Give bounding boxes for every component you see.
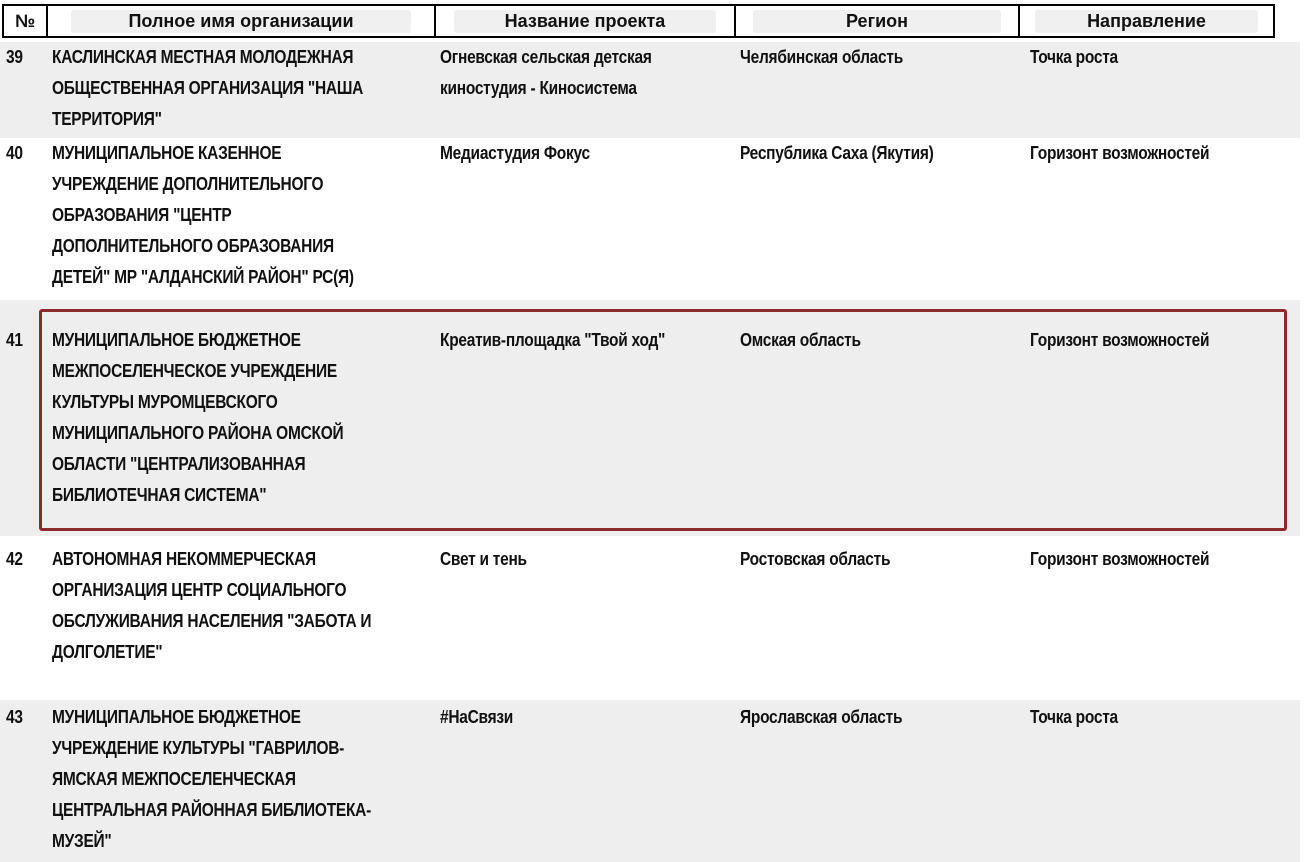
row-direction: Горизонт возможностей [1030,143,1210,163]
row-num: 42 [6,549,23,569]
row-num: 40 [6,143,23,163]
header-org: Полное имя организации [48,6,436,36]
header-project: Название проекта [436,6,736,36]
header-direction: Направление [1020,6,1273,36]
row-org: МУНИЦИПАЛЬНОЕ КАЗЕННОЕ УЧРЕЖДЕНИЕ ДОПОЛНИТЕЛЬНОГО ОБРАЗОВАНИЯ "ЦЕНТР ДОПОЛНИТЕЛЬНОГО ОБРАЗОВАНИЯ ДЕТЕЙ" МР "АЛДАНСКИЙ РАЙОН" РС(Я) [52,143,354,287]
row-region: Омская область [740,330,861,350]
row-region: Ярославская область [740,707,903,727]
row-project: #НаСвязи [440,707,514,727]
row-org: АВТОНОМНАЯ НЕКОММЕРЧЕСКАЯ ОРГАНИЗАЦИЯ ЦЕНТР СОЦИАЛЬНОГО ОБСЛУЖИВАНИЯ НАСЕЛЕНИЯ "ЗАБОТА И ДОЛГОЛЕТИЕ" [52,549,372,662]
table-row [0,138,1300,300]
row-project: Свет и тень [440,549,527,569]
row-num: 41 [6,330,23,350]
header-num: № [4,6,48,36]
header-region: Регион [736,6,1020,36]
row-direction: Точка роста [1030,707,1118,727]
table-row [0,544,1300,684]
table-row [0,42,1300,138]
row-num: 39 [6,47,23,67]
row-region: Челябинская область [740,47,903,67]
row-project: Огневская сельская детская киностудия - Киносистема [440,47,652,98]
row-project: Креатив-площадка "Твой ход" [440,330,666,350]
table-row [0,300,1300,536]
row-direction: Горизонт возможностей [1030,330,1210,350]
row-direction: Горизонт возможностей [1030,549,1210,569]
row-org: МУНИЦИПАЛЬНОЕ БЮДЖЕТНОЕ УЧРЕЖДЕНИЕ КУЛЬТУРЫ "ГАВРИЛОВ- ЯМСКАЯ МЕЖПОСЕЛЕНЧЕСКАЯ ЦЕНТРАЛЬНАЯ РАЙОННАЯ БИБЛИОТЕКА- МУЗЕЙ" [52,707,371,851]
row-num: 43 [6,707,23,727]
row-org: МУНИЦИПАЛЬНОЕ БЮДЖЕТНОЕ МЕЖПОСЕЛЕНЧЕСКОЕ УЧРЕЖДЕНИЕ КУЛЬТУРЫ МУРОМЦЕВСКОГО МУНИЦИПАЛЬНОГО РАЙОНА ОМСКОЙ ОБЛАСТИ "ЦЕНТРАЛИЗОВАННАЯ БИБЛИОТЕЧНАЯ СИСТЕМА" [52,330,344,505]
table-header [2,4,1275,38]
row-region: Республика Саха (Якутия) [740,143,934,163]
row-region: Ростовская область [740,549,891,569]
row-project: Медиастудия Фокус [440,143,590,163]
table-row [0,700,1300,862]
row-direction: Точка роста [1030,47,1118,67]
row-org: КАСЛИНСКАЯ МЕСТНАЯ МОЛОДЕЖНАЯ ОБЩЕСТВЕННАЯ ОРГАНИЗАЦИЯ "НАША ТЕРРИТОРИЯ" [52,47,364,129]
